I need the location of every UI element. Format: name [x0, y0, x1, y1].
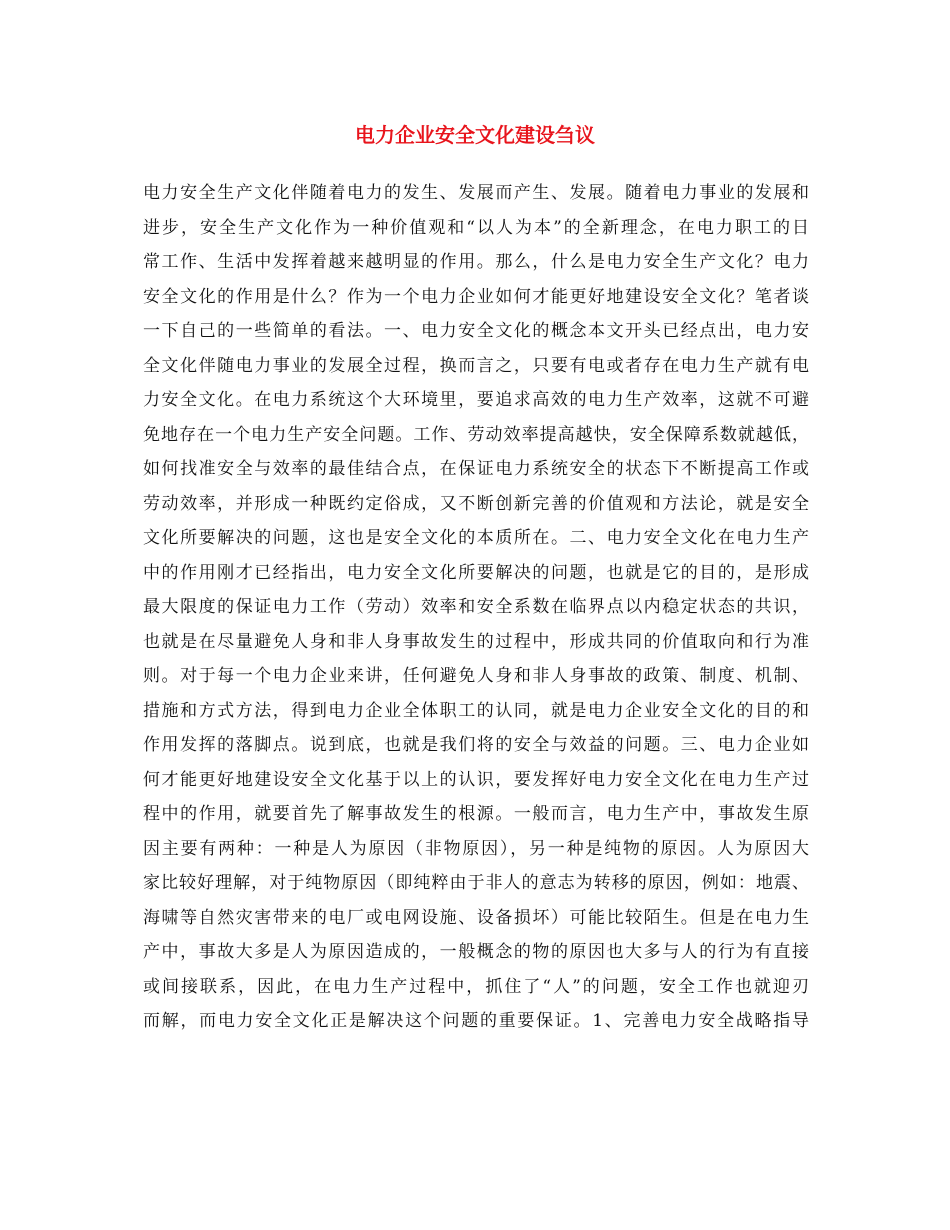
- body-line: 因主要有两种：一种是人为原因（非物原因），另一种是纯物的原因。人为原因大: [143, 838, 809, 859]
- body-line: 力安全文化。在电力系统这个大环境里，要追求高效的电力生产效率，这就不可避: [143, 390, 809, 410]
- body-line: 或间接联系，因此，在电力生产过程中，抓住了“人”的问题，安全工作也就迎刃: [143, 976, 809, 997]
- body-line: 进步，安全生产文化作为一种价值观和“以人为本”的全新理念，在电力职工的日: [143, 217, 809, 238]
- body-line: 如何找准安全与效率的最佳结合点，在保证电力系统安全的状态下不断提高工作或: [143, 459, 809, 479]
- body-line: 措施和方式方法，得到电力企业全体职工的认同，就是电力企业安全文化的目的和: [143, 700, 809, 721]
- body-line: 家比较好理解，对于纯物原因（即纯粹由于非人的意志为转移的原因，例如：地震、: [143, 873, 809, 893]
- body-line: 劳动效率，并形成一种既约定俗成，又不断创新完善的价值观和方法论，就是安全: [143, 493, 809, 514]
- body-line: 常工作、生活中发挥着越来越明显的作用。那么，什么是电力安全生产文化？电力: [143, 252, 809, 272]
- body-line: 安全文化的作用是什么？作为一个电力企业如何才能更好地建设安全文化？笔者谈: [143, 286, 809, 307]
- body-line: 一下自己的一些简单的看法。一、电力安全文化的概念本文开头已经点出，电力安: [143, 321, 809, 341]
- body-line: 作用发挥的落脚点。说到底，也就是我们将的安全与效益的问题。三、电力企业如: [143, 735, 809, 755]
- document-body: [143, 176, 809, 1039]
- body-line: 全文化伴随电力事业的发展全过程，换而言之，只要有电或者存在电力生产就有电: [143, 355, 809, 376]
- body-line: 文化所要解决的问题，这也是安全文化的本质所在。二、电力安全文化在电力生产: [143, 528, 809, 548]
- body-line: 电力安全生产文化伴随着电力的发生、发展而产生、发展。随着电力事业的发展和: [143, 183, 809, 203]
- body-line: 而解，而电力安全文化正是解决这个问题的重要保证。1、完善电力安全战略指导: [143, 1011, 809, 1031]
- body-line: 免地存在一个电力生产安全问题。工作、劳动效率提高越快，安全保障系数就越低，: [143, 424, 809, 445]
- document-title: 电力企业安全文化建设刍议: [355, 123, 595, 147]
- body-line: 程中的作用，就要首先了解事故发生的根源。一般而言，电力生产中，事故发生原: [143, 804, 809, 824]
- body-line: 海啸等自然灾害带来的电厂或电网设施、设备损坏）可能比较陌生。但是在电力生: [143, 907, 809, 928]
- body-line: 则。对于每一个电力企业来讲，任何避免人身和非人身事故的政策、制度、机制、: [143, 666, 809, 686]
- body-line: 产中，事故大多是人为原因造成的，一般概念的物的原因也大多与人的行为有直接: [143, 942, 809, 962]
- body-line: 也就是在尽量避免人身和非人身事故发生的过程中，形成共同的价值取向和行为准: [143, 631, 809, 652]
- body-line: 最大限度的保证电力工作（劳动）效率和安全系数在临界点以内稳定状态的共识，: [143, 597, 809, 617]
- body-line: 中的作用刚才已经指出，电力安全文化所要解决的问题，也就是它的目的，是形成: [143, 562, 809, 583]
- body-line: 何才能更好地建设安全文化基于以上的认识，要发挥好电力安全文化在电力生产过: [143, 769, 809, 790]
